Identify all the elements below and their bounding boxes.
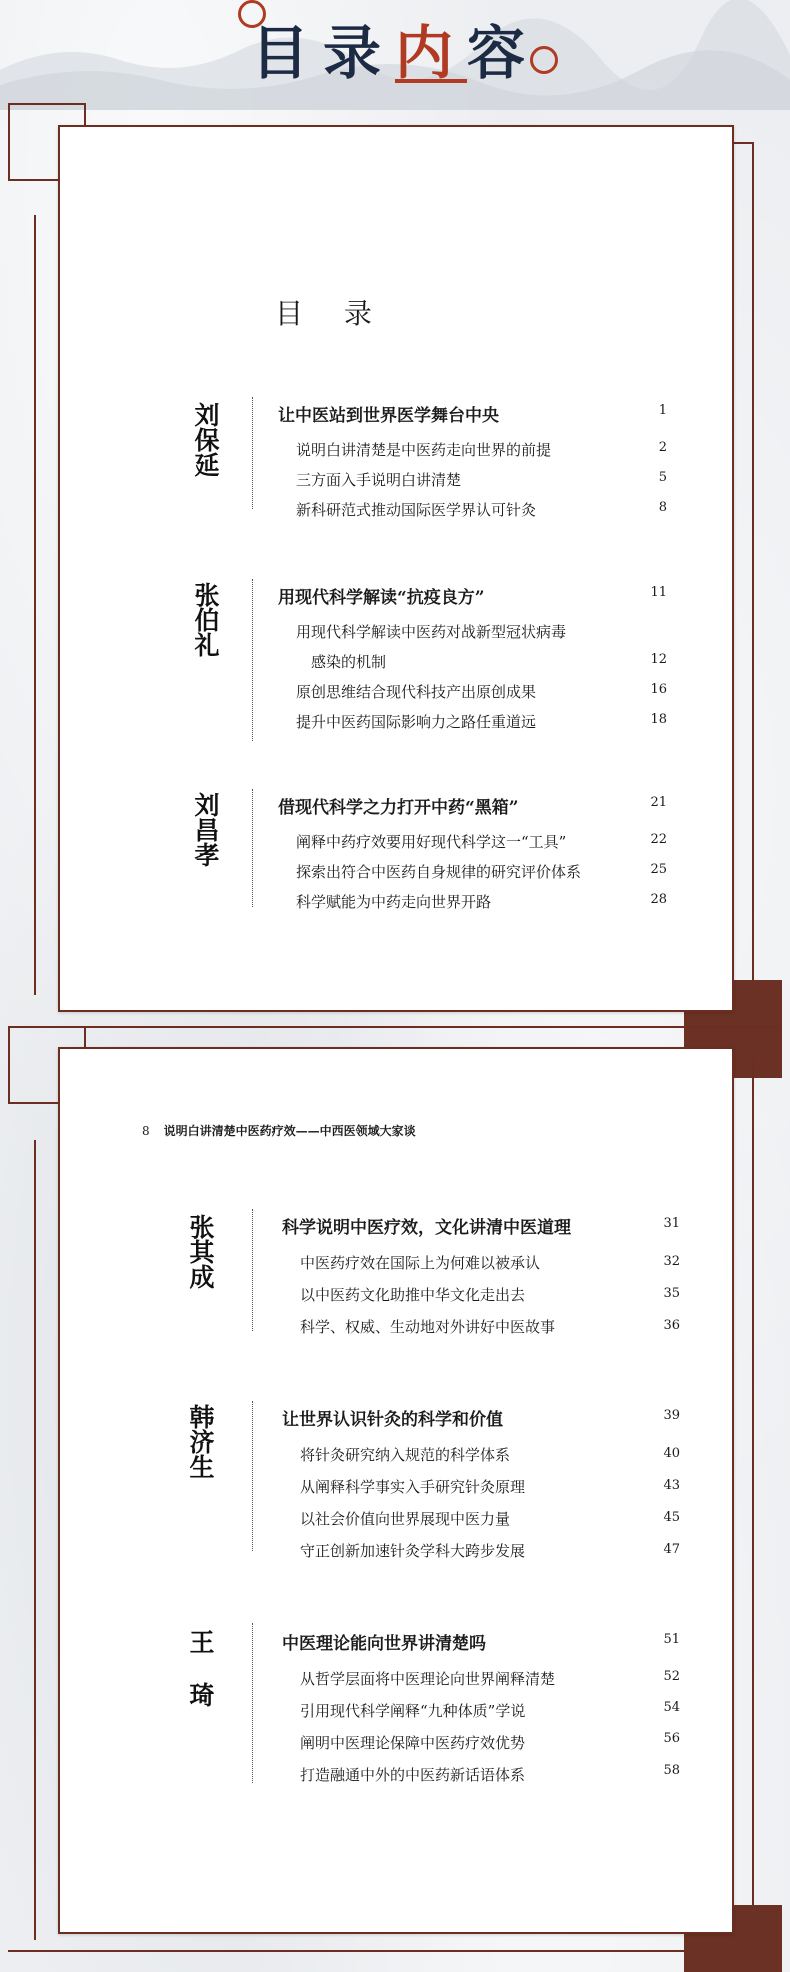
toc-page-number: 1 [658,403,667,418]
toc-heading: 目 录 [275,297,388,330]
toc-page-number: 47 [663,1542,680,1557]
toc-chapter-title[interactable]: 让世界认识针灸的科学和价值 [282,1410,503,1430]
running-header [142,1122,416,1139]
toc-item[interactable]: 说明白讲清楚是中医药走向世界的前提 [296,441,552,459]
toc-page-number: 5 [658,470,667,485]
toc-item[interactable]: 中医药疗效在国际上为何难以被承认 [300,1254,541,1272]
author-name-text: 韩济生 [186,1404,215,1479]
toc-page-2 [58,1047,734,1934]
page-banner-title: 目录内容 [250,19,540,87]
toc-item[interactable]: 将针灸研究纳入规范的科学体系 [300,1446,511,1464]
toc-item[interactable]: 从哲学层面将中医理论向世界阐释清楚 [300,1670,556,1688]
toc-page-number: 32 [663,1254,680,1269]
toc-item[interactable]: 新科研范式推动国际医学界认可针灸 [296,501,537,519]
toc-page-number: 35 [663,1286,680,1301]
toc-page-number: 11 [650,585,667,600]
section-divider [252,1209,253,1331]
toc-page-number: 28 [650,892,667,907]
toc-page-number: 51 [663,1632,680,1647]
toc-page-number: 43 [663,1478,680,1493]
toc-page-number: 16 [650,682,667,697]
toc-page-number: 8 [658,500,667,515]
author-name-text: 张伯礼 [191,582,220,657]
toc-chapter-title[interactable]: 科学说明中医疗效，文化讲清中医道理 [282,1218,571,1238]
toc-item[interactable]: 原创思维结合现代科技产出原创成果 [296,683,537,701]
toc-item[interactable]: 阐明中医理论保障中医药疗效优势 [300,1734,526,1752]
frame-line [752,142,754,1002]
section-divider [252,1623,253,1783]
author-name [185,582,225,657]
frame-line [8,1950,688,1952]
toc-item[interactable]: 从阐释科学事实入手研究针灸原理 [300,1478,526,1496]
toc-item[interactable]: 阐释中药疗效要用好现代科学这一“工具” [296,833,567,851]
toc-page-number: 31 [663,1216,680,1231]
toc-item[interactable]: 科学、权威、生动地对外讲好中医故事 [300,1318,556,1336]
toc-item[interactable]: 感染的机制 [311,653,387,671]
toc-page-number: 36 [663,1318,680,1333]
toc-page-number: 21 [650,795,667,810]
toc-page-number: 56 [663,1731,680,1746]
toc-page-number: 22 [650,832,667,847]
toc-page-number: 58 [663,1763,680,1778]
frame-line [8,1026,778,1028]
toc-page-number: 54 [663,1700,680,1715]
toc-page-number: 52 [663,1669,680,1684]
author-name [180,1214,220,1289]
running-page-number: 8 [142,1124,150,1138]
toc-chapter-title[interactable]: 借现代科学之力打开中药“黑箱” [278,798,519,818]
author-name-text: 刘保延 [191,402,220,477]
toc-page-number: 39 [663,1408,680,1423]
toc-item[interactable]: 以社会价值向世界展现中医力量 [300,1510,511,1528]
section-divider [252,789,253,907]
author-name [185,792,225,867]
toc-item[interactable]: 以中医药文化助推中华文化走出去 [300,1286,526,1304]
toc-item[interactable]: 提升中医药国际影响力之路任重道远 [296,713,537,731]
author-name [180,1404,220,1479]
toc-page-number: 45 [663,1510,680,1525]
toc-page-number: 12 [650,652,667,667]
toc-item[interactable]: 三方面入手说明白讲清楚 [296,471,462,489]
frame-line [752,1060,754,1930]
toc-page-number: 18 [650,712,667,727]
toc-item[interactable]: 用现代科学解读中医药对战新型冠状病毒 [296,623,567,641]
toc-page-number: 2 [658,440,667,455]
running-title: 说明白讲清楚中医药疗效——中西医领域大家谈 [163,1124,416,1138]
author-name-text: 王琦 [186,1629,215,1735]
author-name-text: 刘昌孝 [191,792,220,867]
toc-item[interactable]: 打造融通中外的中医药新话语体系 [300,1766,526,1784]
author-name [185,402,225,477]
toc-item[interactable]: 探索出符合中医药自身规律的研究评价体系 [296,863,582,881]
frame-line [34,1140,36,1940]
section-divider [252,579,253,741]
toc-page-number: 40 [663,1446,680,1461]
toc-chapter-title[interactable]: 用现代科学解读“抗疫良方” [278,588,485,608]
toc-item[interactable]: 科学赋能为中药走向世界开路 [296,893,492,911]
toc-page-1 [58,125,734,1012]
toc-chapter-title[interactable]: 让中医站到世界医学舞台中央 [278,406,499,426]
toc-item[interactable]: 引用现代科学阐释“九种体质”学说 [300,1702,526,1720]
author-name-text: 张其成 [186,1214,215,1289]
toc-page-number: 25 [650,862,667,877]
frame-line [34,215,36,995]
toc-item[interactable]: 守正创新加速针灸学科大跨步发展 [300,1542,526,1560]
section-divider [252,1401,253,1551]
author-name [180,1629,220,1735]
section-divider [252,397,253,509]
toc-chapter-title[interactable]: 中医理论能向世界讲清楚吗 [282,1634,486,1654]
